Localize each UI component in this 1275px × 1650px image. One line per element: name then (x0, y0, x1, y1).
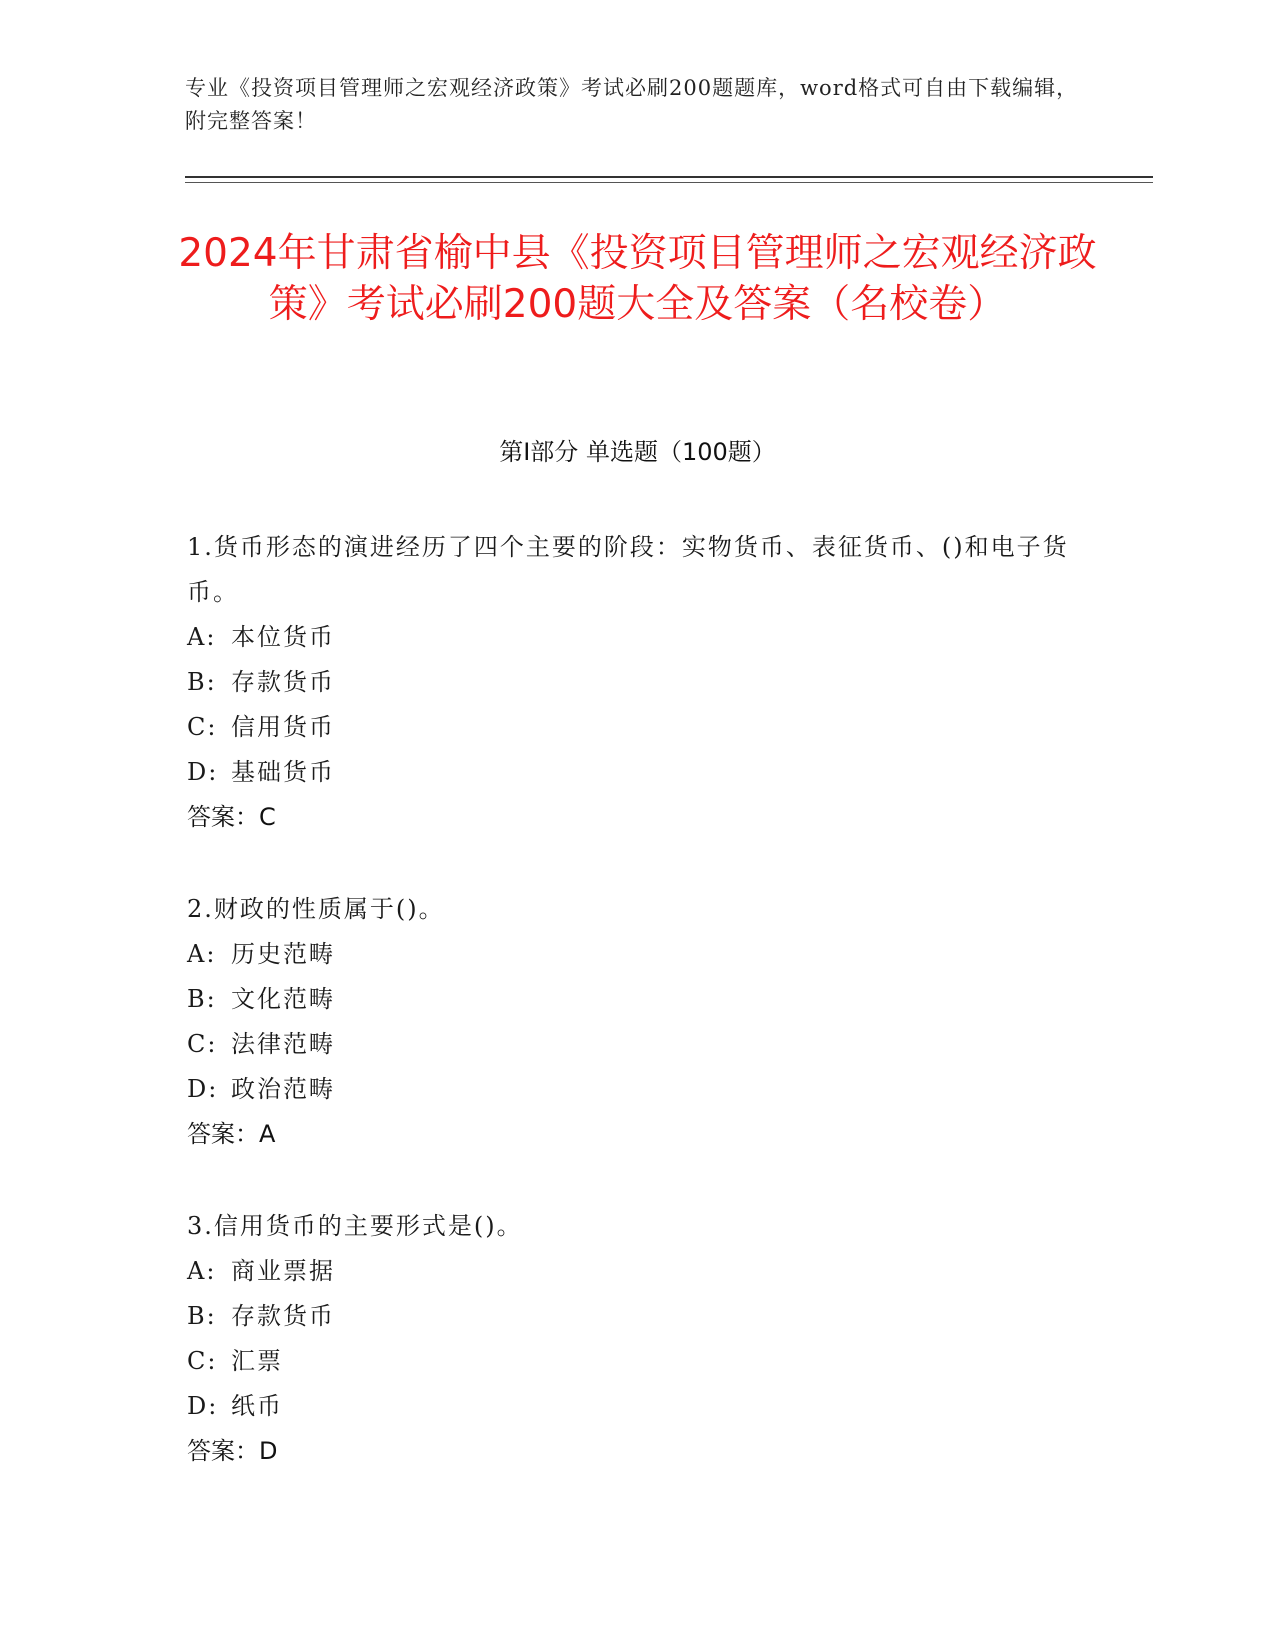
option-key: A: (187, 1257, 217, 1285)
option-b (187, 977, 1087, 1022)
option-c (187, 1339, 1087, 1384)
option-a (187, 1249, 1087, 1294)
option-key: A: (187, 940, 217, 968)
option-text: 商业票据 (231, 1257, 335, 1285)
header-note: 专业《投资项目管理师之宏观经济政策》考试必刷200题题库，word格式可自由下载编辑，附完整答案！ (185, 76, 1079, 133)
option-c (187, 1022, 1087, 1067)
question-stem: 2.财政的性质属于()。 (187, 895, 445, 923)
option-b (187, 660, 1087, 705)
option-text: 汇票 (231, 1347, 283, 1375)
option-d (187, 1067, 1087, 1112)
option-text: 纸币 (231, 1392, 283, 1420)
answer-line: 答案：D (187, 1437, 278, 1465)
answer-line: 答案：C (187, 803, 276, 831)
question-list (187, 525, 1087, 1521)
option-text: 法律范畴 (231, 1030, 335, 1058)
option-key: D: (187, 758, 219, 786)
option-key: C: (187, 713, 218, 741)
option-key: D: (187, 1075, 219, 1103)
question-3 (187, 1204, 1087, 1474)
option-a (187, 615, 1087, 660)
section-title: 第I部分 单选题（100题） (499, 438, 776, 466)
option-c (187, 705, 1087, 750)
option-key: D: (187, 1392, 219, 1420)
option-key: B: (187, 985, 217, 1013)
option-key: B: (187, 1302, 217, 1330)
option-a (187, 932, 1087, 977)
option-text: 文化范畴 (231, 985, 335, 1013)
option-key: C: (187, 1347, 218, 1375)
answer-line: 答案：A (187, 1120, 276, 1148)
option-text: 基础货币 (231, 758, 335, 786)
option-text: 政治范畴 (231, 1075, 335, 1103)
option-d (187, 1384, 1087, 1429)
option-text: 本位货币 (231, 623, 335, 651)
header-rule-thin (185, 182, 1153, 183)
option-key: B: (187, 668, 217, 696)
option-b (187, 1294, 1087, 1339)
option-text: 存款货币 (231, 668, 335, 696)
question-2 (187, 887, 1087, 1157)
question-1 (187, 525, 1087, 840)
option-text: 历史范畴 (231, 940, 335, 968)
option-text: 存款货币 (231, 1302, 335, 1330)
option-key: C: (187, 1030, 218, 1058)
option-text: 信用货币 (231, 713, 335, 741)
option-key: A: (187, 623, 217, 651)
document-title: 2024年甘肃省榆中县《投资项目管理师之宏观经济政策》考试必刷200题大全及答案（名校卷） (178, 231, 1097, 327)
question-stem: 1.货币形态的演进经历了四个主要的阶段：实物货币、表征货币、()和电子货币。 (187, 533, 1069, 606)
option-d (187, 750, 1087, 795)
question-stem: 3.信用货币的主要形式是()。 (187, 1212, 523, 1240)
header-rule-thick (185, 176, 1153, 178)
